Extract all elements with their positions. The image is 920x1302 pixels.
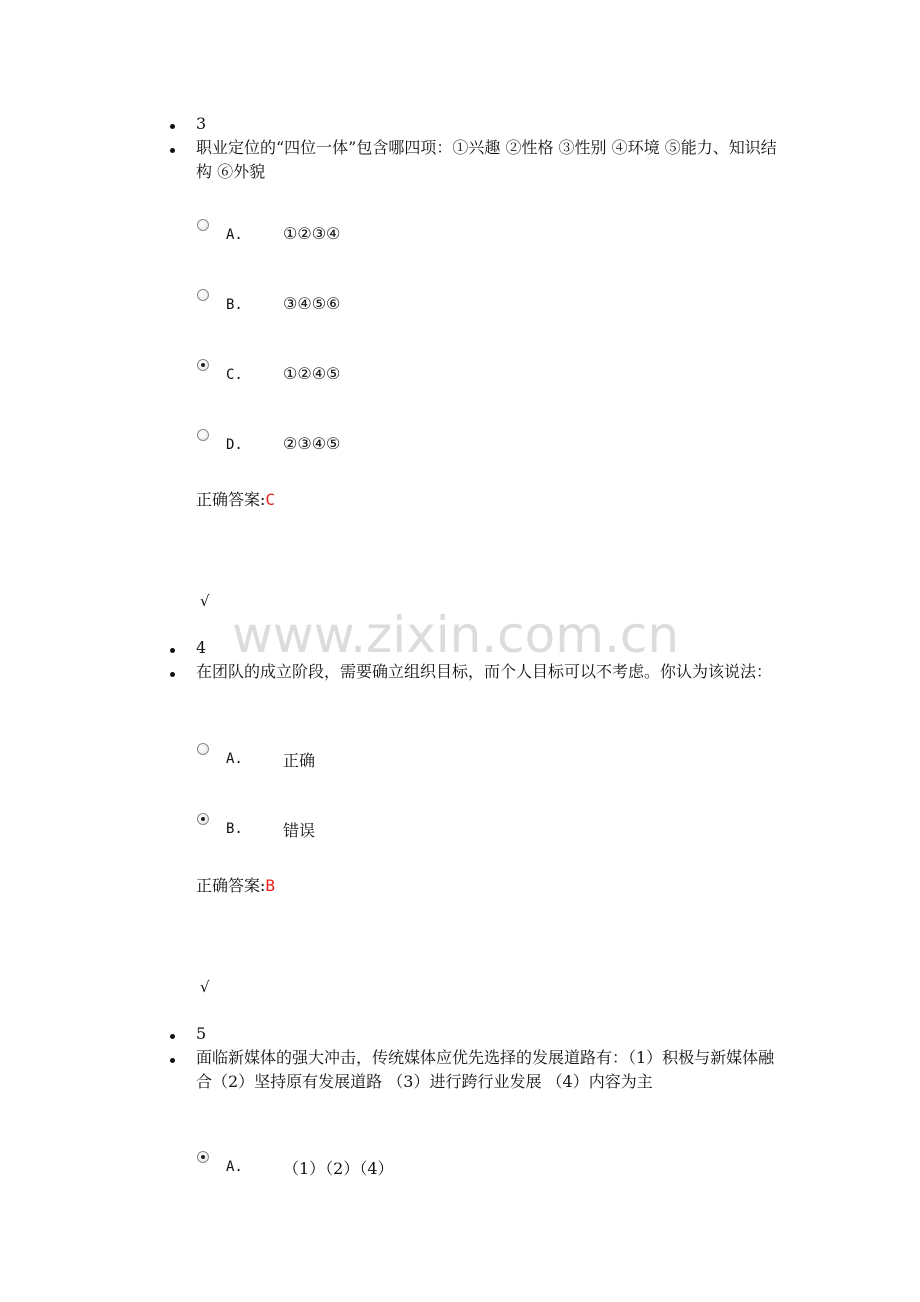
- option-value: （1）（2）（4）: [283, 1159, 394, 1178]
- radio-button[interactable]: [197, 289, 209, 301]
- question-text: 在团队的成立阶段，需要确立组织目标，而个人目标可以不考虑。你认为该说法：: [196, 662, 773, 681]
- radio-button[interactable]: [197, 743, 209, 755]
- option-letter: A.: [226, 1159, 243, 1175]
- correct-answer-label: 正确答案:: [196, 876, 266, 895]
- check-mark: √: [200, 592, 210, 610]
- correct-answer-letter: C: [265, 490, 276, 509]
- option-value: ①②④⑤: [283, 364, 341, 383]
- bullet: [170, 672, 175, 677]
- radio-button-selected[interactable]: [197, 359, 209, 371]
- radio-button[interactable]: [197, 219, 209, 231]
- option-value: 正确: [283, 751, 316, 770]
- bullet: [170, 148, 175, 153]
- correct-answer-letter: B: [265, 876, 276, 895]
- option-letter: D.: [226, 437, 243, 453]
- question-number: 4: [196, 638, 207, 657]
- question-number: 3: [196, 114, 207, 133]
- radio-button-selected[interactable]: [197, 813, 209, 825]
- option-value: ①②③④: [283, 224, 341, 243]
- watermark: www.zixin.com.cn: [232, 606, 680, 664]
- correct-answer-label: 正确答案:: [196, 490, 266, 509]
- bullet: [170, 1034, 175, 1039]
- question-number: 5: [196, 1024, 207, 1043]
- correct-answer: [196, 873, 275, 896]
- question-text: 面临新媒体的强大冲击，传统媒体应优先选择的发展道路有：（1）积极与新媒体融合（2）坚持原有发展道路 （3）进行跨行业发展 （4）内容为主: [196, 1048, 775, 1091]
- option-letter: A.: [226, 227, 243, 243]
- option-letter: B.: [226, 821, 243, 837]
- bullet: [170, 648, 175, 653]
- option-value: ③④⑤⑥: [283, 294, 341, 313]
- radio-button[interactable]: [197, 429, 209, 441]
- radio-button-selected[interactable]: [197, 1151, 209, 1163]
- bullet: [170, 124, 175, 129]
- check-mark: √: [200, 978, 210, 996]
- option-value: ②③④⑤: [283, 434, 341, 453]
- option-letter: B.: [226, 297, 243, 313]
- option-letter: C.: [226, 367, 243, 383]
- correct-answer: [196, 487, 275, 510]
- option-value: 错误: [283, 821, 316, 840]
- question-text: 职业定位的“四位一体”包含哪四项：①兴趣 ②性格 ③性别 ④环境 ⑤能力、知识结构 ⑥外貌: [196, 138, 777, 181]
- bullet: [170, 1058, 175, 1063]
- option-letter: A.: [226, 751, 243, 767]
